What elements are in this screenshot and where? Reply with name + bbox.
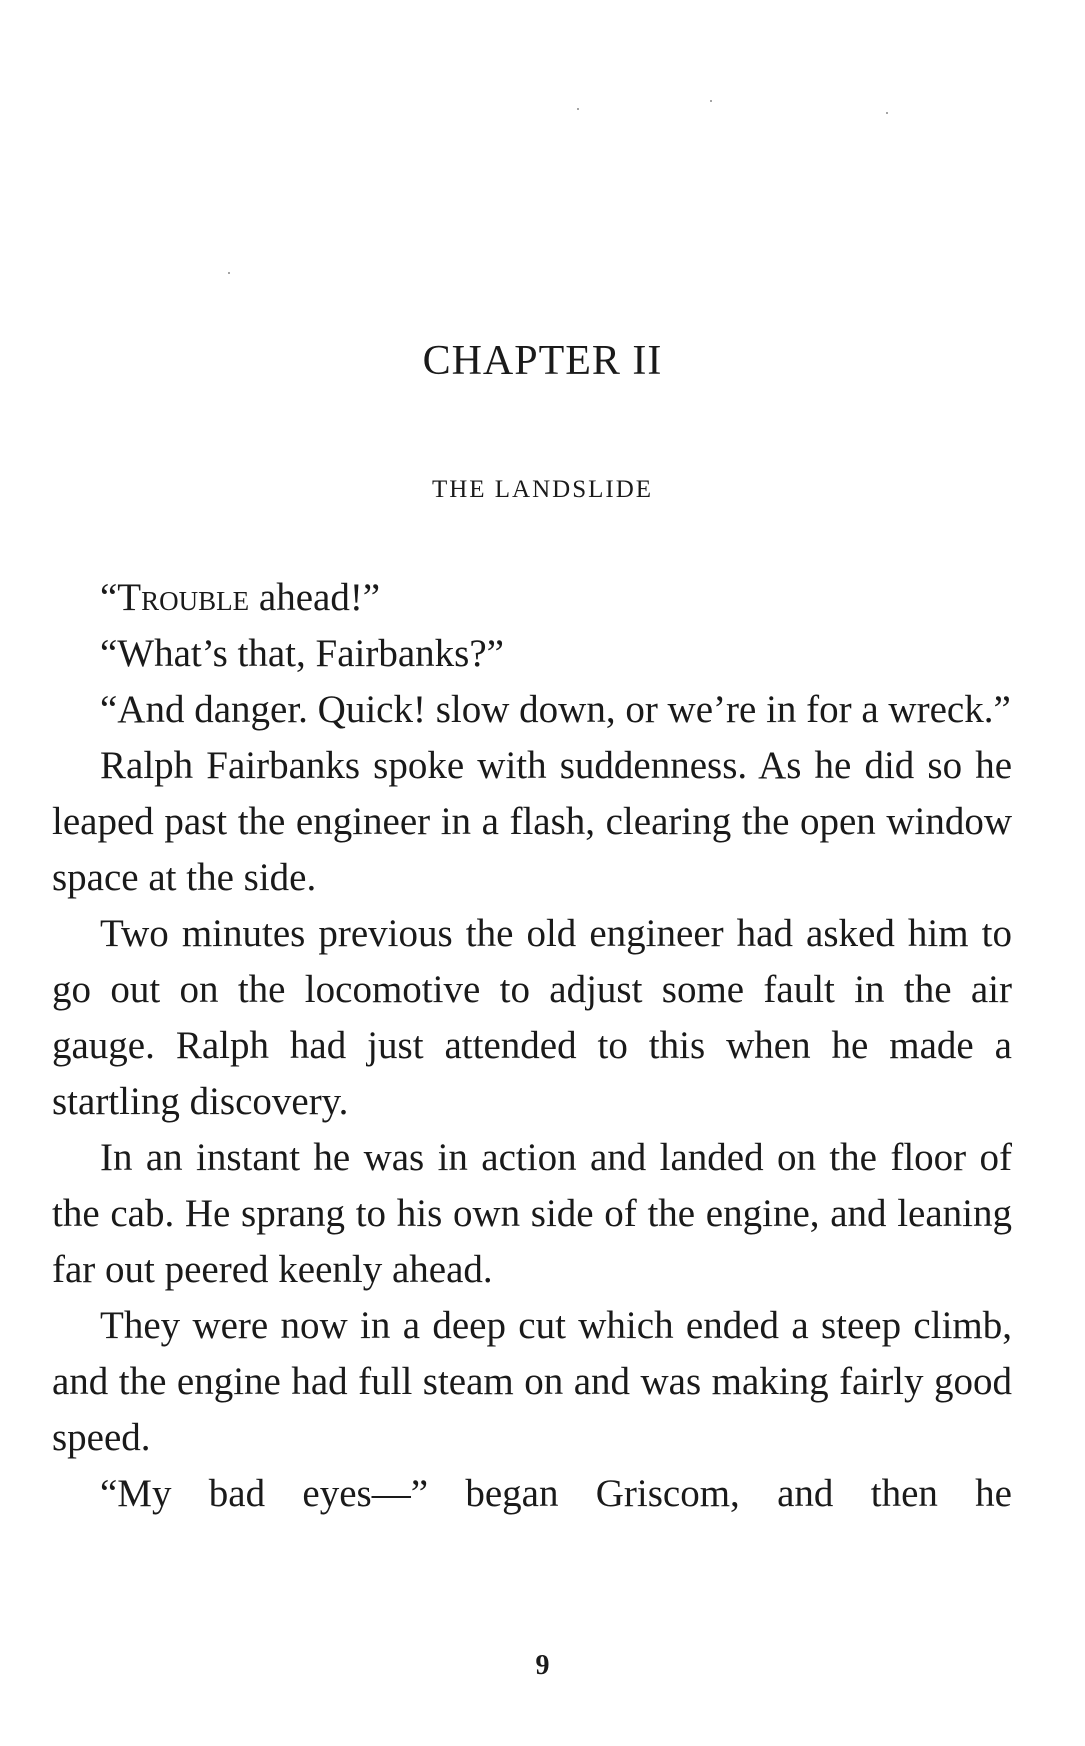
- print-speck: [710, 100, 712, 102]
- paragraph-lead: “Trouble: [100, 576, 250, 619]
- paragraph: “What’s that, Fairbanks?”: [100, 632, 504, 675]
- page-number: 9: [535, 1650, 550, 1681]
- chapter-body: [52, 570, 1012, 1522]
- paragraph: They were now in a deep cut which ended a steep climb, and the engine had full steam on and was making fairly good speed.: [52, 1304, 1012, 1459]
- chapter-subtitle: THE LANDSLIDE: [431, 476, 654, 503]
- paragraph: [52, 570, 1012, 626]
- paragraph-text: ahead!”: [249, 576, 381, 619]
- print-speck: [886, 112, 888, 114]
- print-speck: [228, 272, 230, 274]
- paragraph: Ralph Fairbanks spoke with suddenness. As he did so he leaped past the engineer in a flash, clearing the open window space at the side.: [52, 744, 1012, 899]
- paragraph: In an instant he was in action and landed on the floor of the cab. He sprang to his own side of the engine, and leaning far out peered keenly ahead.: [52, 1136, 1012, 1291]
- paragraph: Two minutes previous the old engineer had asked him to go out on the locomotive to adjust some fault in the air gauge. Ralph had just attended to this when he made a startling discovery.: [52, 912, 1012, 1123]
- chapter-heading: CHAPTER II: [422, 338, 663, 384]
- paragraph: “And danger. Quick! slow down, or we’re in for a wreck.”: [100, 688, 1011, 731]
- paragraph: “My bad eyes—” began Griscom, and then he: [100, 1472, 1012, 1515]
- print-speck: [577, 108, 579, 110]
